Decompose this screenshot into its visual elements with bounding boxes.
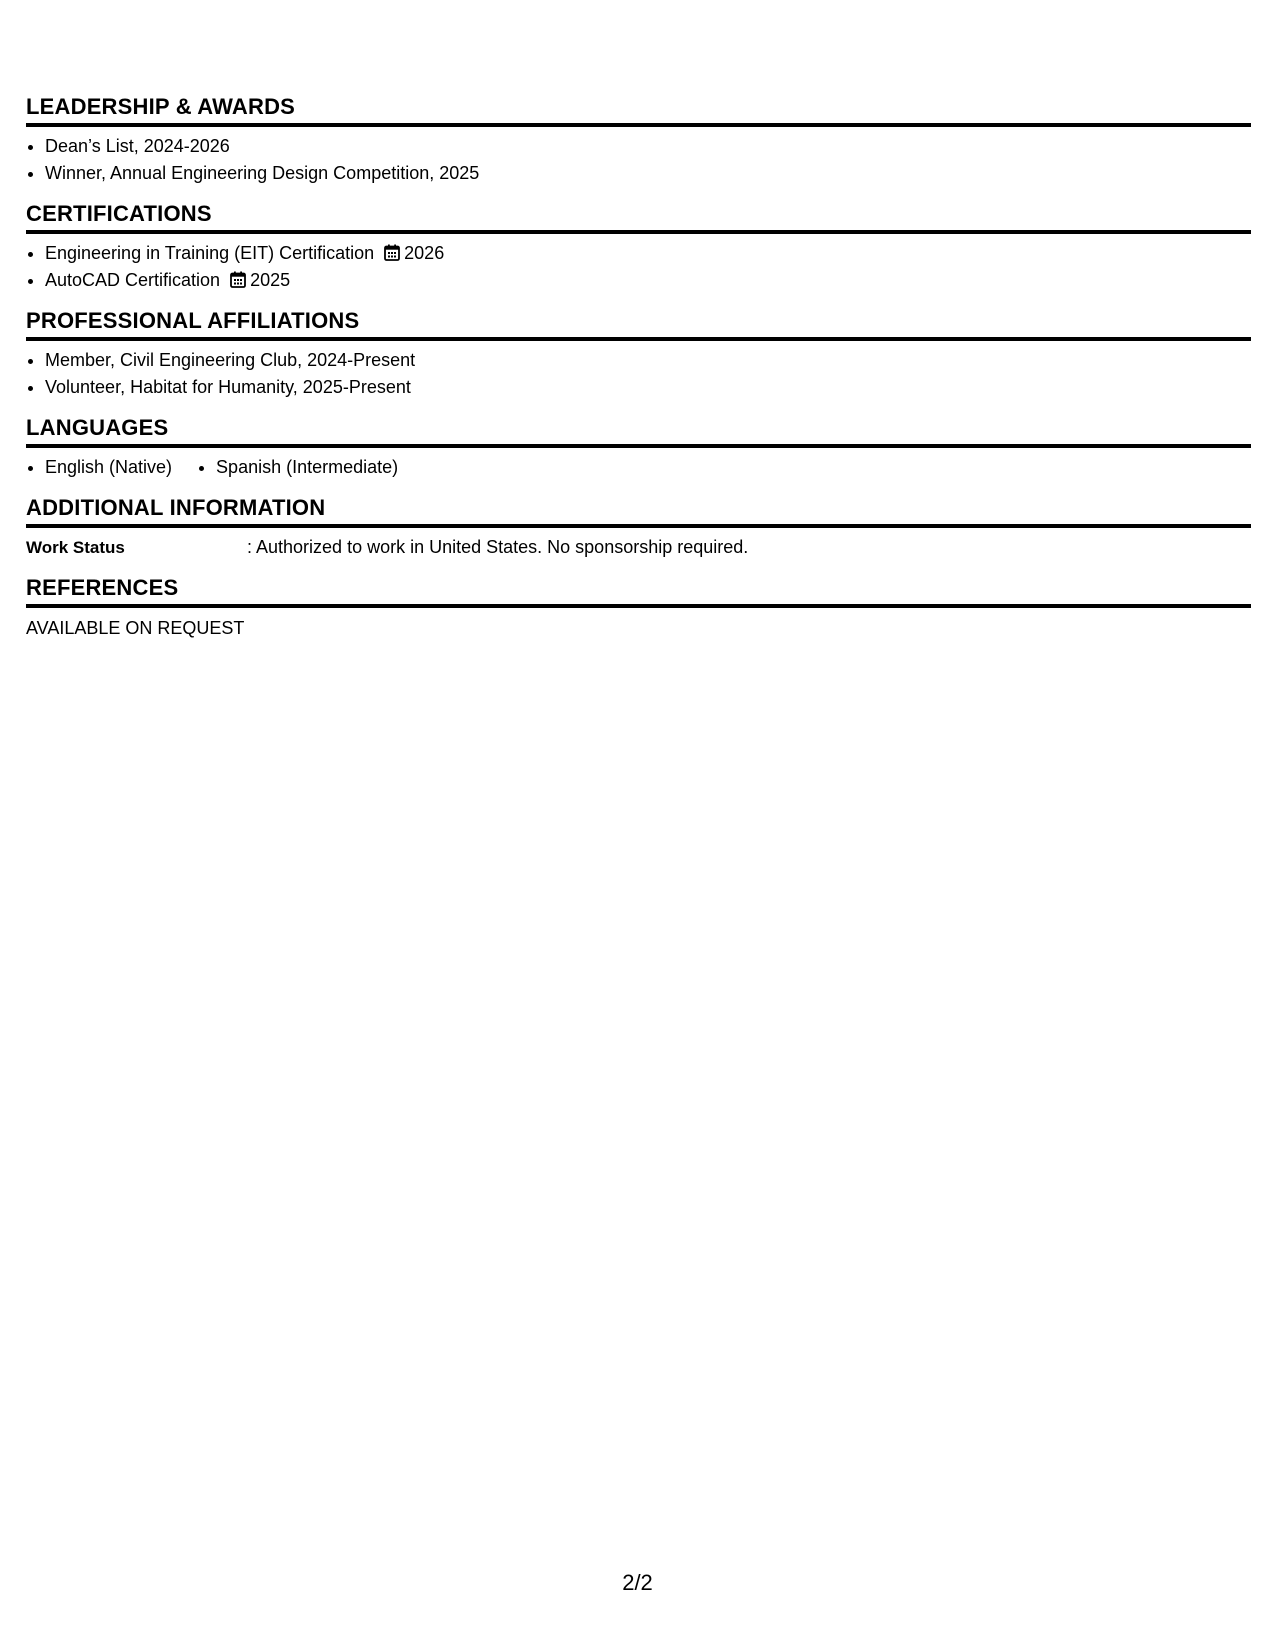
leadership-list	[26, 133, 1251, 187]
list-item: • Winner, Annual Engineering Design Competition, 2025	[45, 160, 1251, 187]
section-title-affiliations: PROFESSIONAL AFFILIATIONS	[26, 308, 1251, 341]
references-text: AVAILABLE ON REQUEST	[26, 618, 245, 638]
additional-info-section	[26, 495, 1251, 561]
languages-section	[26, 415, 1251, 481]
certifications-list	[26, 240, 1251, 294]
affiliations-list	[26, 347, 1251, 401]
list-item: • Volunteer, Habitat for Humanity, 2025-Present	[45, 374, 1251, 401]
section-title-references: REFERENCES	[26, 575, 1251, 608]
language-item: • English (Native)	[45, 454, 172, 481]
leadership-section	[26, 94, 1251, 187]
language-item: • Spanish (Intermediate)	[216, 454, 398, 481]
certification-name: AutoCAD Certification	[45, 270, 221, 290]
list-item: • Dean’s List, 2024-2026	[45, 133, 1251, 160]
list-item	[45, 267, 1251, 294]
certifications-section	[26, 201, 1251, 294]
languages-list	[26, 454, 1251, 481]
section-title-leadership: LEADERSHIP & AWARDS	[26, 94, 1251, 127]
calendar-icon	[384, 244, 400, 261]
certification-year: 2026	[404, 243, 445, 263]
page-number: 2/2	[622, 1570, 653, 1595]
section-title-additional: ADDITIONAL INFORMATION	[26, 495, 1251, 528]
section-title-certifications: CERTIFICATIONS	[26, 201, 1251, 234]
section-title-languages: LANGUAGES	[26, 415, 1251, 448]
work-status-value: : Authorized to work in United States. No sponsorship required.	[247, 537, 749, 557]
certification-name: Engineering in Training (EIT) Certification	[45, 243, 375, 263]
certification-year: 2025	[250, 270, 291, 290]
affiliations-section	[26, 308, 1251, 401]
work-status-label: Work Status	[26, 538, 125, 557]
resume-page	[26, 94, 1251, 656]
list-item	[45, 240, 1251, 267]
references-section	[26, 575, 1251, 642]
list-item: • Member, Civil Engineering Club, 2024-Present	[45, 347, 1251, 374]
calendar-icon	[230, 271, 246, 288]
work-status-row	[26, 534, 1251, 561]
